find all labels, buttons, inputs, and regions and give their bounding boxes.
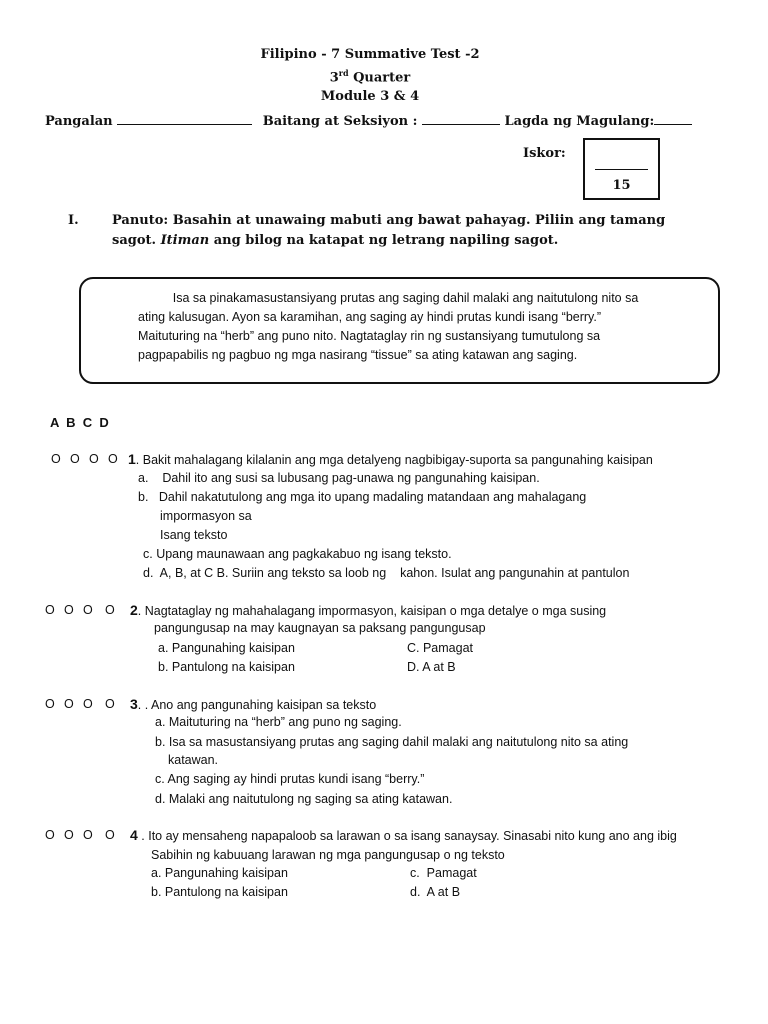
parent-signature-label: Lagda ng Magulang: xyxy=(504,114,655,129)
bubble-a[interactable]: O xyxy=(45,603,55,617)
parent-signature-field[interactable] xyxy=(654,112,692,125)
instructions-line-1: Panuto: Basahin at unawaing mabuti ang bawat pahayag. Piliin ang tamang xyxy=(112,213,666,228)
q3-option-c: c. Ang saging ay hindi prutas kundi isang “berry.” xyxy=(155,772,425,786)
question-number: 2 xyxy=(130,602,138,618)
q2-option-b: b. Pantulong na kaisipan xyxy=(158,660,295,674)
q1-option-b-cont: impormasyon sa xyxy=(160,509,252,523)
module-label: Module 3 & 4 xyxy=(320,89,420,104)
q1-option-a: a. Dahil ito ang susi sa lubusang pag-unawa ng pangunahing kaisipan. xyxy=(138,471,540,485)
bubble-d[interactable]: O xyxy=(105,603,115,617)
fields-row xyxy=(45,112,692,129)
question-text: . Ano ang pangunahing kaisipan sa teksto xyxy=(144,698,377,712)
q1-option-b-cont2: Isang teksto xyxy=(160,528,228,542)
q2-option-d: D. A at B xyxy=(407,660,456,674)
q1-option-d: d. A, B, at C B. Suriin ang teksto sa loob ng kahon. Isulat ang pangunahin at pantulon xyxy=(143,566,630,580)
q1-option-b: b. Dahil nakatutulong ang mga ito upang madaling matandaan ang mahalagang xyxy=(138,490,587,504)
q4-option-c: c. Pamagat xyxy=(410,866,477,880)
instructions-italic: Itiman xyxy=(160,233,210,248)
instructions-line-2 xyxy=(112,233,558,248)
passage-line-1: Isa sa pinakamasustansiyang prutas ang saging dahil malaki ang naitutulong nito sa xyxy=(138,291,639,305)
bubble-d[interactable]: O xyxy=(105,697,115,711)
q2-option-c: C. Pamagat xyxy=(407,641,474,655)
instructions-pre: sagot. xyxy=(112,233,161,248)
question-text: Bakit mahalagang kilalanin ang mga detalyeng nagbibigay-suporta sa pangunahing kaisipan xyxy=(142,453,653,467)
bubble-b[interactable]: O xyxy=(64,828,74,842)
question-number: 4 xyxy=(130,827,138,843)
q2-text-cont: pangungusap na may kaugnayan sa paksang pangungusap xyxy=(154,621,486,635)
instructions-numeral: I. xyxy=(68,213,79,228)
q2-option-a: a. Pangunahing kaisipan xyxy=(158,641,295,655)
q3-option-d: d. Malaki ang naitutulong ng saging sa ating katawan. xyxy=(155,792,453,806)
bubble-c[interactable]: O xyxy=(83,697,93,711)
bubble-d[interactable]: O xyxy=(108,452,118,466)
q4-bubbles xyxy=(45,828,127,842)
q3-bubbles xyxy=(45,697,127,711)
answer-letters-header: A B C D xyxy=(50,415,109,430)
score-box xyxy=(583,138,660,200)
q1-bubbles xyxy=(51,452,120,466)
name-label: Pangalan xyxy=(45,114,113,129)
quarter-suffix: rd xyxy=(338,68,349,78)
bubble-b[interactable]: O xyxy=(70,452,80,466)
passage-line-2: ating kalusugan. Ayon sa karamihan, ang saging ay hindi prutas kundi isang “berry.” xyxy=(138,310,602,324)
instructions-post: ang bilog na katapat ng letrang napiling sagot. xyxy=(209,233,559,248)
q4-option-a: a. Pangunahing kaisipan xyxy=(151,866,288,880)
q4-option-d: d. A at B xyxy=(410,885,461,899)
bubble-d[interactable]: O xyxy=(105,828,115,842)
question-4 xyxy=(130,827,677,843)
bubble-a[interactable]: O xyxy=(45,697,55,711)
question-text: Nagtataglay ng mahahalagang impormasyon, kaisipan o mga detalye o mga susing xyxy=(144,604,607,618)
question-text: . Ito ay mensaheng napapaloob sa larawan o sa isang sanaysay. Sinasabi nito kung ano ang ibig xyxy=(141,829,677,843)
question-2: 2. Nagtataglay ng mahahalagang impormasyon, kaisipan o mga detalye o mga susing xyxy=(130,602,607,618)
bubble-c[interactable]: O xyxy=(89,452,99,466)
question-1: 1. Bakit mahalagang kilalanin ang mga detalyeng nagbibigay-suporta sa pangunahing kaisipan xyxy=(128,451,653,467)
grade-label: Baitang at Seksiyon : xyxy=(262,114,418,129)
question-number: 1 xyxy=(128,451,136,467)
quarter-word: Quarter xyxy=(348,70,411,86)
bubble-a[interactable]: O xyxy=(51,452,61,466)
bubble-b[interactable]: O xyxy=(64,697,74,711)
name-field[interactable] xyxy=(117,112,252,125)
score-label: Iskor: xyxy=(523,146,566,161)
bubble-c[interactable]: O xyxy=(83,828,93,842)
q4-option-b: b. Pantulong na kaisipan xyxy=(151,885,288,899)
passage-line-4: pagpapabilis ng pagbuo ng mga nasirang “tissue” sa ating katawan ang saging. xyxy=(138,348,578,362)
quarter-label xyxy=(0,68,740,85)
score-total: 15 xyxy=(612,178,631,193)
grade-field[interactable] xyxy=(422,112,500,125)
question-number: 3 xyxy=(130,696,138,712)
bubble-b[interactable]: O xyxy=(64,603,74,617)
q2-bubbles xyxy=(45,603,127,617)
q3-option-a: a. Maituturing na “herb” ang puno ng saging. xyxy=(155,715,402,729)
question-3: 3. . Ano ang pangunahing kaisipan sa teksto xyxy=(130,696,377,712)
q3-option-b: b. Isa sa masustansiyang prutas ang saging dahil malaki ang naitutulong nito sa ating xyxy=(155,735,629,749)
passage-line-3: Maituturing na “herb” ang puno nito. Nagtataglay rin ng sustansiyang tumutulong sa xyxy=(138,329,601,343)
q1-option-c: c. Upang maunawaan ang pagkakabuo ng isang teksto. xyxy=(143,547,452,561)
test-title: Filipino - 7 Summative Test -2 xyxy=(260,47,480,62)
bubble-c[interactable]: O xyxy=(83,603,93,617)
q3-option-b-cont: katawan. xyxy=(168,753,219,767)
quarter-number: 3 xyxy=(329,70,339,86)
q4-text-cont: Sabihin ng kabuuang larawan ng mga pangungusap o ng teksto xyxy=(151,848,505,862)
score-blank[interactable] xyxy=(595,169,648,170)
bubble-a[interactable]: O xyxy=(45,828,55,842)
